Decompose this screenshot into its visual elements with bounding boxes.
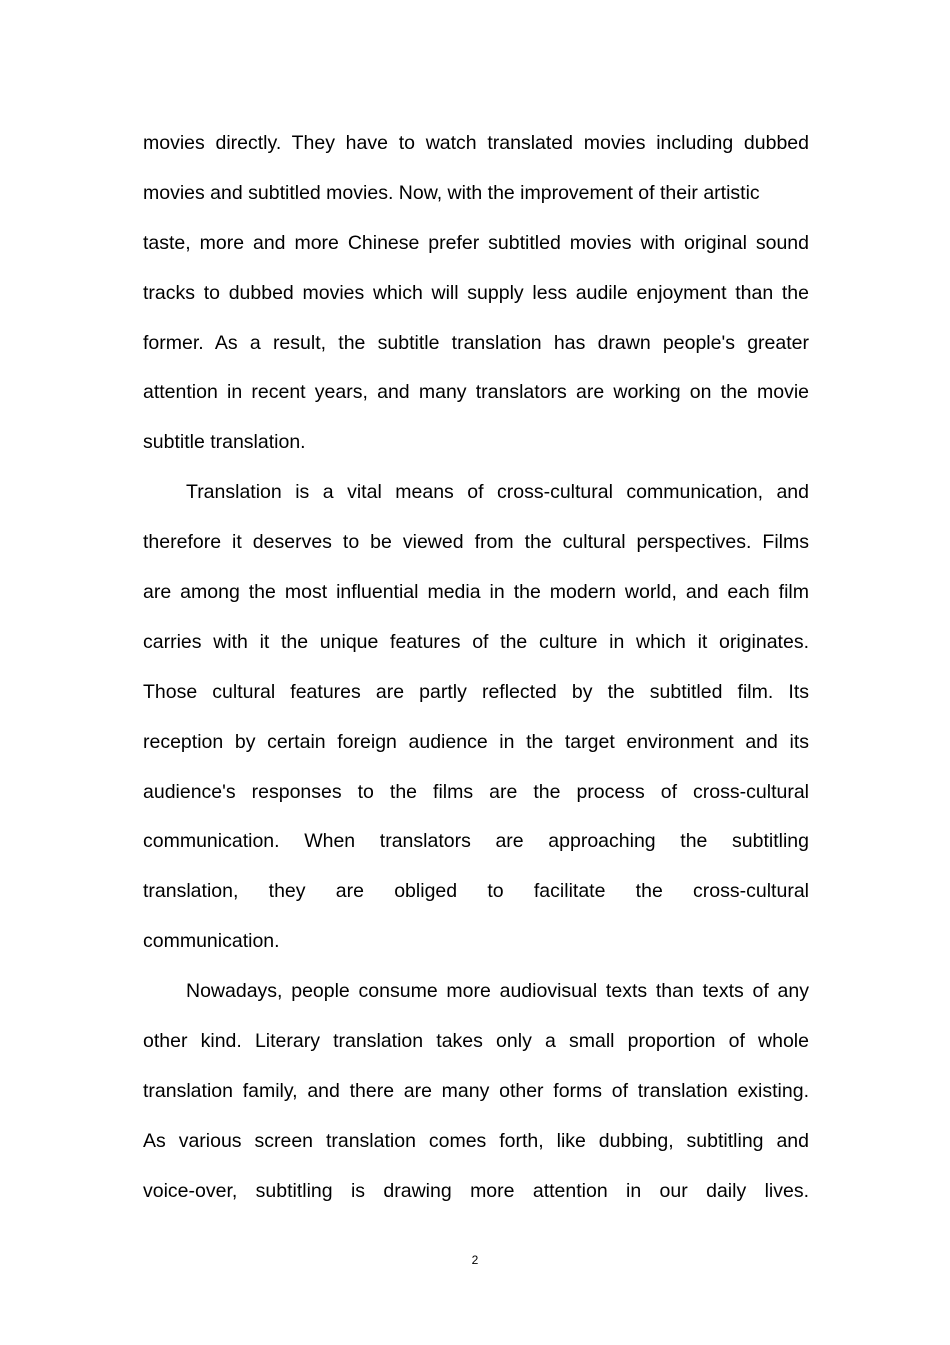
text-line: Those cultural features are partly reflected by the subtitled film. Its xyxy=(143,680,809,703)
text-line: voice-over, subtitling is drawing more attention in our daily lives. xyxy=(143,1179,809,1202)
text-line: tracks to dubbed movies which will supply less audile enjoyment than the xyxy=(143,281,809,304)
text-line: are among the most influential media in the modern world, and each film xyxy=(143,581,809,604)
text-line: translation, they are obliged to facilitate the cross-cultural xyxy=(143,880,809,903)
text-line: other kind. Literary translation takes only a small proportion of whole xyxy=(143,1030,809,1053)
text-line: carries with it the unique features of the culture in which it originates. xyxy=(143,630,809,653)
text-line: audience's responses to the films are the process of cross-cultural xyxy=(143,780,809,803)
text-line: taste, more and more Chinese prefer subtitled movies with original sound xyxy=(143,231,809,254)
text-line: former. As a result, the subtitle translation has drawn people's greater xyxy=(143,331,809,354)
text-line: attention in recent years, and many translators are working on the movie xyxy=(143,381,809,404)
text-line: translation family, and there are many other forms of translation existing. xyxy=(143,1079,809,1102)
text-line: communication. When translators are approaching the subtitling xyxy=(143,830,809,853)
page-number: 2 xyxy=(471,1253,479,1267)
text-line: therefore it deserves to be viewed from the cultural perspectives. Films xyxy=(143,531,809,554)
text-line: subtitle translation. xyxy=(143,431,306,454)
text-line: communication. xyxy=(143,930,280,953)
text-line: movies directly. They have to watch translated movies including dubbed xyxy=(143,132,809,154)
text-line: movies and subtitled movies. Now, with the improvement of their artistic xyxy=(143,181,760,204)
body-text xyxy=(143,118,809,1216)
text-line: Translation is a vital means of cross-cultural communication, and xyxy=(186,481,809,504)
text-line: Nowadays, people consume more audiovisual texts than texts of any xyxy=(186,980,809,1003)
text-line: As various screen translation comes forth, like dubbing, subtitling and xyxy=(143,1129,809,1152)
text-line: reception by certain foreign audience in the target environment and its xyxy=(143,730,809,753)
